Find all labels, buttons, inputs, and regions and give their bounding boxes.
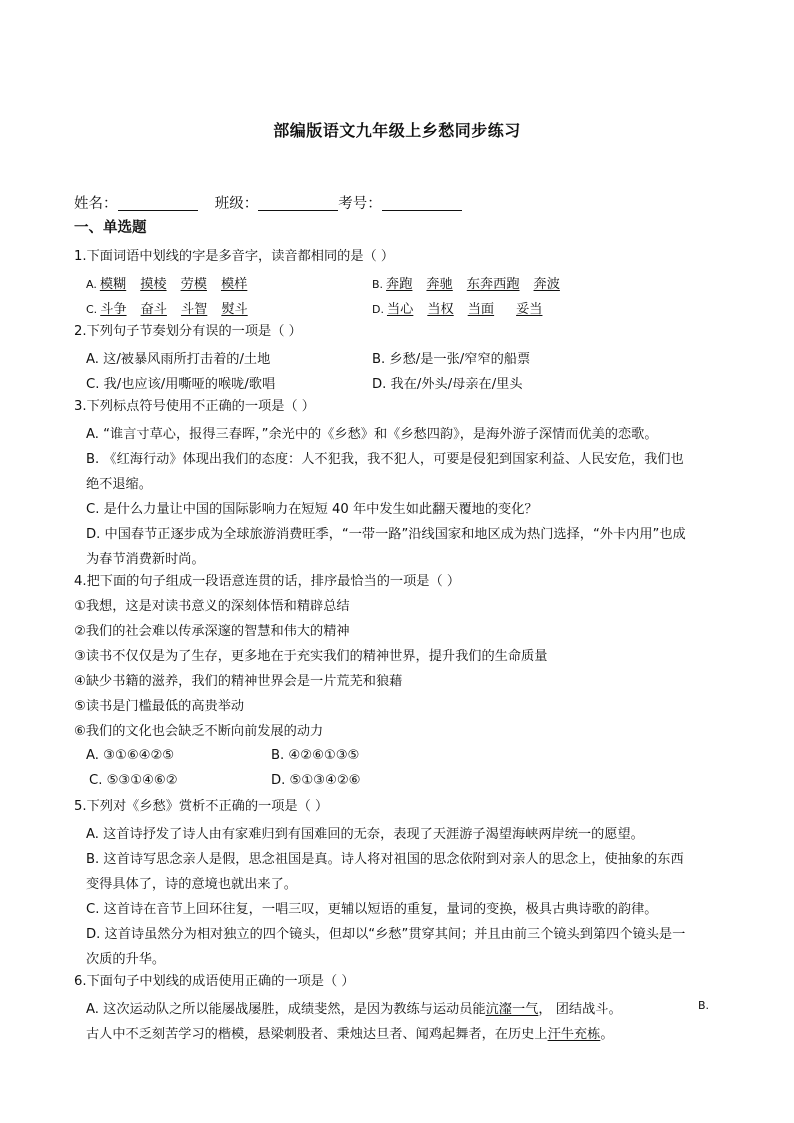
exam-number-label: 考号： [338, 196, 382, 212]
question-2-stem: 2.下列句子节奏划分有误的一项是（ ） [74, 324, 302, 339]
option-text: 。 [600, 1027, 614, 1042]
option-word: 摸棱 [140, 277, 167, 292]
question-4-option-b[interactable]: B. ④②⑥①③⑤ [271, 748, 360, 763]
question-4-sentence-1: ①我想，这是对读书意义的深刻体悟和精辟总结 [74, 599, 350, 614]
question-4-sentence-2: ②我们的社会难以传承深邃的智慧和伟大的精神 [74, 624, 350, 639]
option-word: 斗争 [100, 302, 127, 317]
question-2-option-c[interactable]: C. 我/也应该/用嘶哑的喉咙/歌唱 [86, 377, 276, 392]
option-letter: A. [86, 278, 97, 291]
question-5-option-c[interactable]: C. 这首诗在音节上回环往复，一唱三叹，更辅以短语的重复，量词的变换，极具古典诗歌的韵律。 [86, 902, 658, 917]
question-2-option-d[interactable]: D. 我在/外头/母亲在/里头 [372, 377, 523, 392]
option-word: 劳模 [180, 277, 207, 292]
option-word: 奋斗 [140, 302, 167, 317]
option-letter: B. [698, 999, 710, 1012]
question-4-option-d[interactable]: D. ⑤①③④②⑥ [271, 773, 361, 788]
option-letter: B. [372, 278, 384, 291]
question-5-stem: 5.下列对《乡愁》赏析不正确的一项是（ ） [74, 799, 329, 814]
question-3-option-a[interactable]: A. “谁言寸草心，报得三春晖，”余光中的《乡愁》和《乡愁四韵》，是海外游子深情而优美的恋歌。 [86, 427, 658, 442]
question-3-stem: 3.下列标点符号使用不正确的一项是（ ） [74, 399, 315, 414]
option-word: 熨斗 [221, 302, 248, 317]
question-1-stem: 1.下面词语中划线的字是多音字，读音都相同的是（ ） [74, 249, 395, 264]
student-info-row [74, 192, 462, 213]
question-3-option-d-cont: 为春节消费新时尚。 [86, 552, 205, 567]
question-1-option-d[interactable] [372, 298, 542, 317]
option-word: 当权 [427, 302, 454, 317]
option-word: 奔波 [533, 277, 560, 292]
question-6-option-b-letter[interactable] [698, 998, 712, 1013]
section-heading: 一、单选题 [74, 220, 147, 236]
option-word: 模样 [220, 277, 248, 292]
question-4-sentence-6: ⑥我们的文化也会缺乏不断向前发展的动力 [74, 724, 324, 739]
question-3-option-b[interactable]: B. 《红海行动》体现出我们的态度：人不犯我，我不犯人，可要是侵犯到国家利益、人民安危，我们也 [86, 452, 684, 467]
question-4-option-a[interactable]: A. ③①⑥④②⑤ [86, 748, 175, 763]
page-title: 部编版语文九年级上乡愁同步练习 [273, 121, 521, 140]
option-word: 东奔西跑 [466, 277, 520, 292]
question-2-option-a[interactable]: A. 这/被暴风雨所打击着的/土地 [86, 352, 271, 367]
option-letter: D. [372, 303, 384, 316]
option-text: A. 这次运动队之所以能屡战屡胜，成绩斐然，是因为教练与运动员能 [86, 1002, 486, 1017]
question-5-option-d[interactable]: D. 这首诗虽然分为相对独立的四个镜头，但却以“乡愁”贯穿其间；并且由前三个镜头到第四个镜头是一 [86, 927, 686, 942]
question-6-option-a[interactable] [86, 998, 622, 1017]
question-4-sentence-5: ⑤读书是门槛最低的高贵举动 [74, 699, 245, 714]
option-word: 妥当 [516, 302, 543, 317]
question-5-option-b-cont: 变得具体了，诗的意境也就出来了。 [86, 877, 297, 892]
question-1-option-b[interactable] [372, 273, 560, 292]
question-1-option-c[interactable] [86, 298, 248, 317]
question-4-sentence-3: ③读书不仅仅是为了生存，更多地在于充实我们的精神世界，提升我们的生命质量 [74, 649, 548, 664]
question-5-option-b[interactable]: B. 这首诗写思念亲人是假，思念祖国是真。诗人将对祖国的思念依附到对亲人的思念上，使抽象的东西 [86, 852, 684, 867]
option-word: 奔驰 [426, 277, 453, 292]
question-5-option-d-cont: 次质的升华。 [86, 952, 166, 967]
option-word: 奔跑 [386, 277, 413, 292]
question-3-option-b-cont: 绝不退缩。 [86, 477, 152, 492]
class-label: 班级： [214, 196, 259, 212]
question-4-sentence-4: ④缺少书籍的滋养，我们的精神世界会是一片荒芜和狼藉 [74, 674, 403, 689]
option-letter: C. [86, 303, 98, 316]
exam-number-blank[interactable] [382, 195, 462, 211]
option-word: 模糊 [99, 277, 127, 292]
question-4-option-c[interactable]: C. ⑤③①④⑥② [89, 773, 178, 788]
name-blank[interactable] [118, 195, 198, 211]
name-label: 姓名： [74, 196, 118, 212]
option-word: 斗智 [180, 302, 208, 317]
option-text: 古人中不乏刻苦学习的楷模，悬梁刺股者、秉烛达旦者、闻鸡起舞者，在历史上 [86, 1027, 548, 1042]
question-5-option-a[interactable]: A. 这首诗抒发了诗人由有家难归到有国难回的无奈，表现了天涯游子渴望海峡两岸统一的愿望。 [86, 827, 644, 842]
option-idiom: 汗牛充栋 [547, 1027, 601, 1042]
option-idiom: 沆瀣一气 [485, 1002, 539, 1017]
question-3-option-d[interactable]: D. 中国春节正逐步成为全球旅游消费旺季，“一带一路”沿线国家和地区成为热门选择，“外卡内用”也成 [86, 527, 686, 542]
question-3-option-c[interactable]: C. 是什么力量让中国的国际影响力在短短 40 年中发生如此翻天覆地的变化？ [86, 502, 538, 517]
question-6-stem: 6.下面句子中划线的成语使用正确的一项是（ ） [74, 974, 355, 989]
question-1-option-a[interactable] [86, 273, 247, 292]
question-6-option-b[interactable] [86, 1023, 614, 1042]
option-word: 当心 [386, 302, 414, 317]
question-4-stem: 4.把下面的句子组成一段语意连贯的话，排序最恰当的一项是（ ） [74, 574, 461, 589]
option-word: 当面 [467, 302, 495, 317]
option-text: ， 团结战斗。 [538, 1002, 622, 1017]
question-2-option-b[interactable]: B. 乡愁/是一张/窄窄的船票 [372, 352, 531, 367]
class-blank[interactable] [258, 195, 338, 211]
